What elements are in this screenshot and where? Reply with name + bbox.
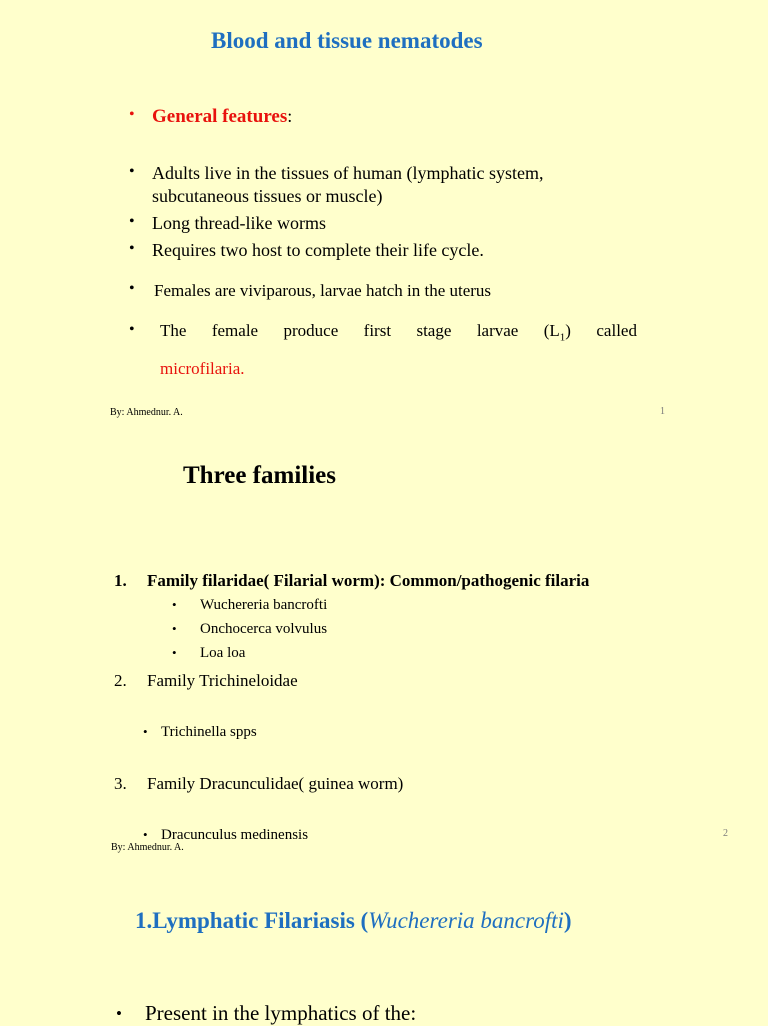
general-features-label: General features — [152, 106, 288, 127]
slide3-title-prefix: 1.Lymphatic Filariasis ( — [135, 908, 369, 933]
slide1-title: Blood and tissue nematodes — [211, 28, 483, 53]
larval-stage-close: ) — [565, 321, 571, 340]
bullet-icon: • — [129, 106, 135, 123]
family1-label: Family filaridae( Filarial worm): Common/pathogenic filaria — [147, 571, 590, 590]
bullet-icon: • — [143, 827, 148, 842]
larval-stage — [544, 319, 571, 349]
bullet-icon: • — [129, 213, 135, 230]
species-item: Wuchereria bancrofti — [200, 597, 328, 613]
slide1-page-number: 1 — [660, 406, 665, 417]
family3-number: 3. — [114, 774, 127, 793]
word: stage — [416, 321, 452, 340]
word: female — [211, 321, 259, 340]
family1-number: 1. — [114, 571, 127, 590]
bullet-icon: • — [172, 597, 177, 612]
bullet-text-continued: subcutaneous tissues or muscle) — [152, 186, 383, 206]
word: larvae — [476, 321, 519, 340]
bullet-icon: • — [129, 163, 135, 180]
word: produce — [283, 321, 339, 340]
family2-number: 2. — [114, 671, 127, 690]
species-item: Loa loa — [200, 645, 246, 661]
larval-stage-subscript: 1 — [559, 331, 566, 344]
slide2-title: Three families — [183, 462, 336, 489]
word: The — [160, 321, 187, 340]
word: first — [363, 321, 392, 340]
slide3-bullet: Present in the lymphatics of the: — [145, 1001, 417, 1025]
bullet-icon: • — [129, 280, 135, 297]
family3-label: Family Dracunculidae( guinea worm) — [147, 774, 404, 793]
general-features-heading — [152, 105, 292, 128]
species-item: Onchocerca volvulus — [200, 621, 328, 637]
bullet-icon: • — [143, 724, 148, 739]
slide3-title — [135, 908, 572, 934]
slide2-footer: By: Ahmednur. A. — [111, 842, 184, 853]
slide3-title-suffix: ) — [563, 908, 572, 933]
bullet-text: Requires two host to complete their life cycle. — [152, 240, 484, 260]
justified-bullet-line — [160, 319, 637, 349]
bullet-text: Adults live in the tissues of human (lymphatic system, — [152, 163, 544, 183]
family2-label: Family Trichineloidae — [147, 671, 298, 690]
bullet-icon: • — [116, 1004, 122, 1023]
bullet-text: Females are viviparous, larvae hatch in the uterus — [154, 281, 492, 300]
slide2-page-number: 2 — [723, 828, 728, 839]
bullet-icon: • — [172, 645, 177, 660]
slide3-title-species: Wuchereria bancrofti — [368, 908, 564, 933]
bullet-icon: • — [129, 240, 135, 257]
word: called — [596, 321, 637, 340]
microfilaria-term: microfilaria. — [160, 359, 245, 378]
general-features-colon: : — [287, 106, 293, 126]
bullet-icon: • — [129, 321, 135, 338]
bullet-icon: • — [172, 621, 177, 636]
species-item: Dracunculus medinensis — [161, 827, 309, 843]
slide1-footer: By: Ahmednur. A. — [110, 407, 183, 418]
bullet-text: Long thread-like worms — [152, 213, 326, 233]
larval-stage-L: (L — [543, 321, 560, 340]
species-item: Trichinella spps — [161, 724, 257, 740]
